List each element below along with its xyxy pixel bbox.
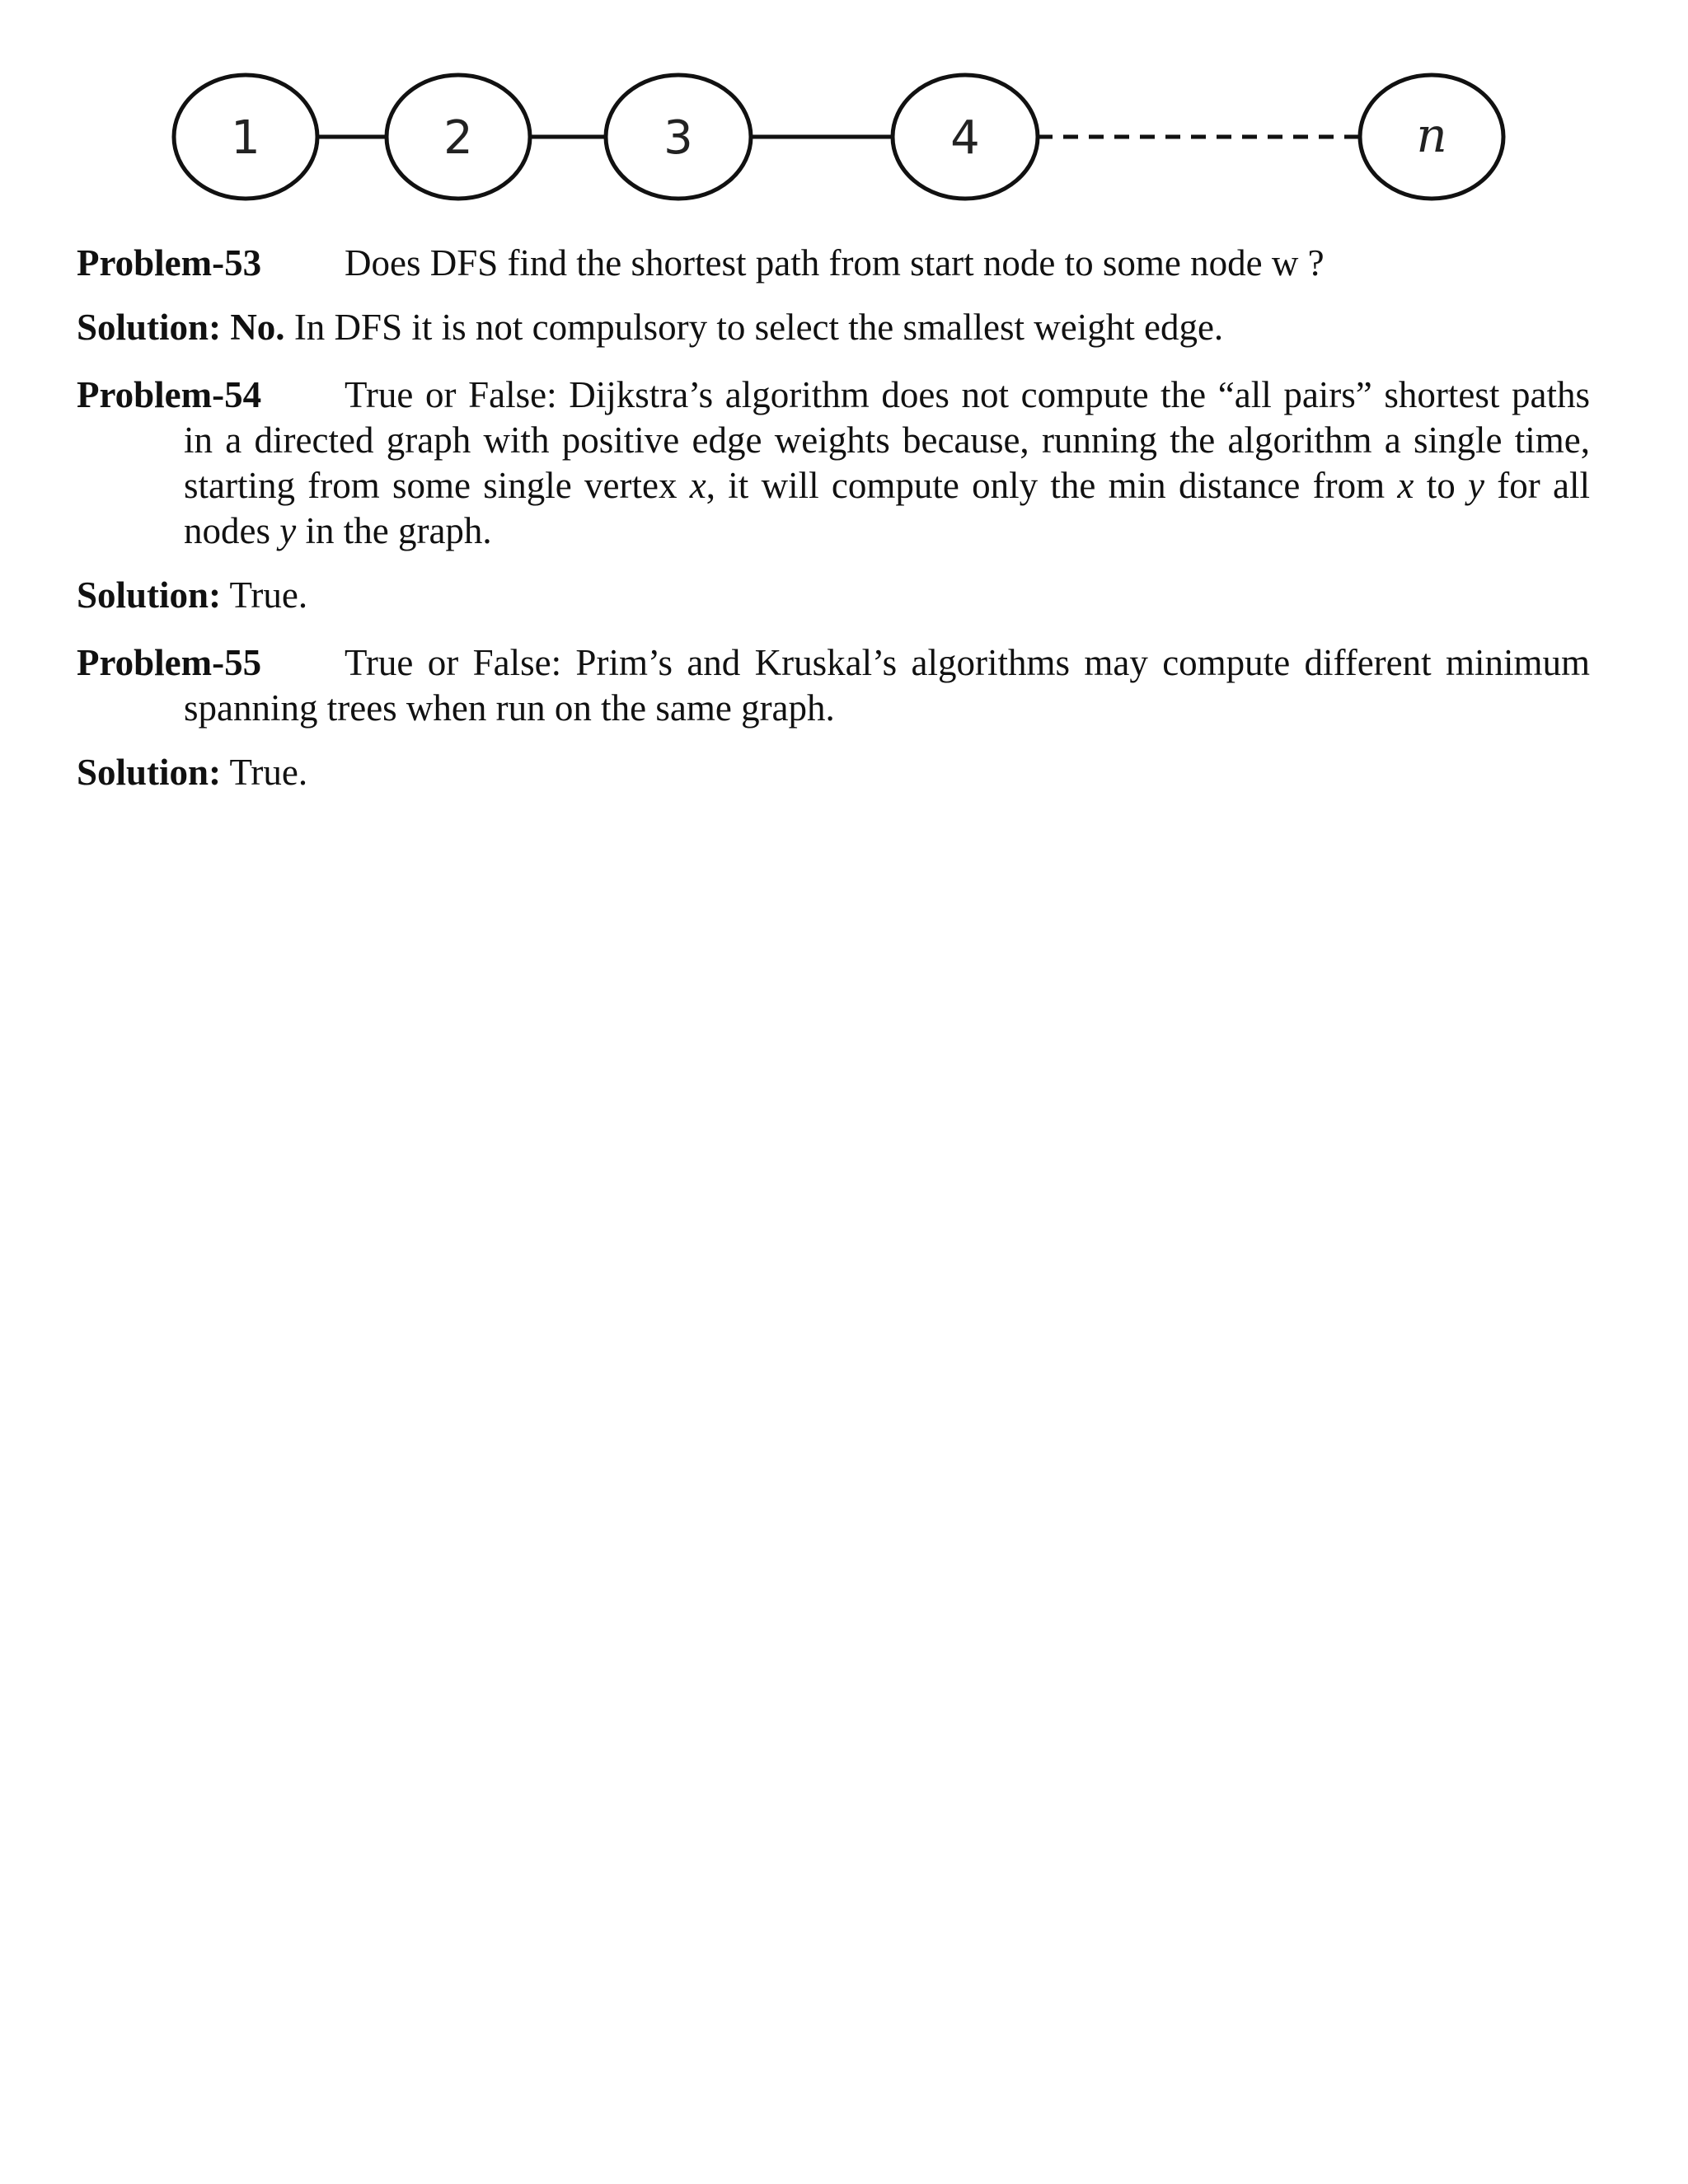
problem-54-var-x: x [689, 465, 706, 506]
solution-53-label: Solution: [77, 307, 222, 348]
node-4-label: 4 [950, 111, 980, 165]
solution-54-text: True. [221, 574, 308, 616]
solution-54 [77, 573, 1590, 618]
node-n-label: n [1416, 107, 1447, 163]
problem-53-text: Does DFS find the shortest path from start node to some node w ? [345, 242, 1325, 284]
problem-54-text-b: , it will compute only the min distance from [706, 465, 1398, 506]
problem-54-var-x: x [1397, 465, 1414, 506]
solution-54-label: Solution: [77, 574, 222, 616]
problem-54-text-c: to [1414, 465, 1468, 506]
solution-55 [77, 750, 1590, 795]
problem-54 [77, 373, 1590, 554]
solution-53 [77, 305, 1590, 350]
solution-53-text: In DFS it is not compulsory to select the smallest weight edge. [284, 307, 1224, 348]
problem-55 [77, 640, 1590, 731]
problem-list [77, 241, 1590, 795]
problem-53-label: Problem-53 [77, 242, 262, 284]
path-graph-figure [0, 0, 1688, 223]
node-2-label: 2 [443, 111, 473, 165]
problem-54-text-a: True or False: Dijkstra’s algorithm does not compute the “all pairs” shortest paths in a directed graph with positive edge weights because, running the algorithm a single time, starting from some single vertex [184, 374, 1590, 506]
problem-53 [77, 241, 1590, 286]
node-3-label: 3 [663, 111, 693, 165]
problem-54-var-y: y [1467, 465, 1484, 506]
problem-54-text-d: for all nodes [184, 465, 1590, 551]
problem-54-var-y: y [279, 510, 297, 551]
solution-55-text: True. [221, 752, 308, 793]
problem-55-label: Problem-55 [77, 642, 262, 683]
solution-53-answer: No. [230, 307, 285, 348]
solution-55-label: Solution: [77, 752, 222, 793]
problem-55-text: True or False: Prim’s and Kruskal’s algorithms may compute different minimum spanning trees when run on the same graph. [184, 642, 1590, 729]
problem-54-label: Problem-54 [77, 374, 262, 415]
problem-54-text-e: in the graph. [296, 510, 492, 551]
node-1-label: 1 [231, 111, 260, 165]
